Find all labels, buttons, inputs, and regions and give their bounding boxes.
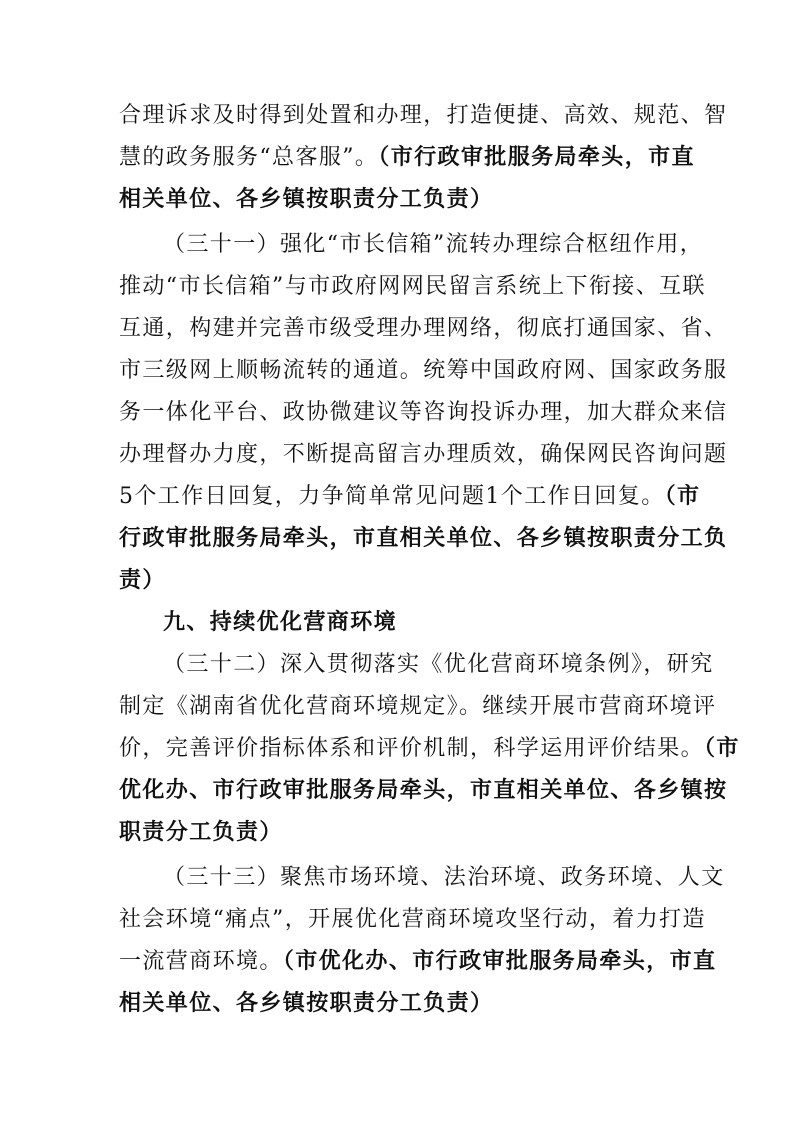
responsibility-note: （市: [664, 484, 701, 509]
item-33-first-line: （三十三）聚焦市场环境、法治环境、政务环境、人文: [163, 865, 725, 890]
paragraph-line: 务一体化平台、政协微建议等咨询投诉办理，加大群众来信: [119, 400, 728, 425]
paragraph-line: 制定《湖南省优化营商环境规定》。继续开展市营商环境评: [119, 694, 717, 719]
paragraph-line: [119, 729, 740, 769]
item-32-first-line: （三十二）深入贯彻落实《优化营商环境条例》，研究: [163, 652, 714, 677]
line-text: 一流营商环境。: [119, 949, 283, 974]
paragraph-line: 互通，构建并完善市级受理办理网络，彻底打通国家、省、: [119, 316, 728, 341]
responsibility-note: 相关单位、各乡镇按职责分工负责）: [119, 991, 494, 1016]
responsibility-note: 行政审批服务局牵头，市直相关单位、各乡镇按职责分工负: [119, 526, 728, 551]
responsibility-note: （市: [704, 736, 740, 761]
line-text: 慧的政务服务“总客服”。: [119, 145, 379, 170]
responsibility-note: 优化办、市行政审批服务局牵头，市直相关单位、各乡镇按: [119, 778, 728, 803]
responsibility-note: （市行政审批服务局牵头，市直: [378, 145, 695, 170]
section-heading: 九、持续优化营商环境: [163, 610, 398, 635]
responsibility-note: 职责分工负责）: [119, 820, 283, 845]
line-text: 价，完善评价指标体系和评价机制，科学运用评价结果。: [119, 736, 705, 761]
responsibility-note: （市优化办、市行政审批服务局牵头，市直: [282, 949, 717, 974]
responsibility-note: 相关单位、各乡镇按职责分工负责）: [119, 187, 494, 212]
paragraph-line: [119, 477, 701, 517]
item-31-first-line: （三十一）强化“市长信箱”流转办理综合枢纽作用，: [163, 232, 704, 257]
paragraph-line: 合理诉求及时得到处置和办理，打造便捷、高效、规范、智: [119, 103, 728, 128]
responsibility-note: 责）: [119, 568, 166, 593]
paragraph-line: 市三级网上顺畅流转的通道。统筹中国政府网、国家政务服: [119, 358, 728, 383]
paragraph-line: [119, 942, 717, 982]
paragraph-line: 办理督办力度，不断提高留言办理质效，确保网民咨询问题: [119, 442, 728, 467]
paragraph-line: 社会环境“痛点”，开展优化营商环境攻坚行动，着力打造: [119, 907, 706, 932]
paragraph-line: [119, 138, 695, 178]
paragraph-line: 推动“市长信箱”与市政府网网民留言系统上下衔接、互联: [119, 274, 706, 299]
line-text: 5个工作日回复，力争简单常见问题1个工作日回复。: [119, 484, 665, 509]
